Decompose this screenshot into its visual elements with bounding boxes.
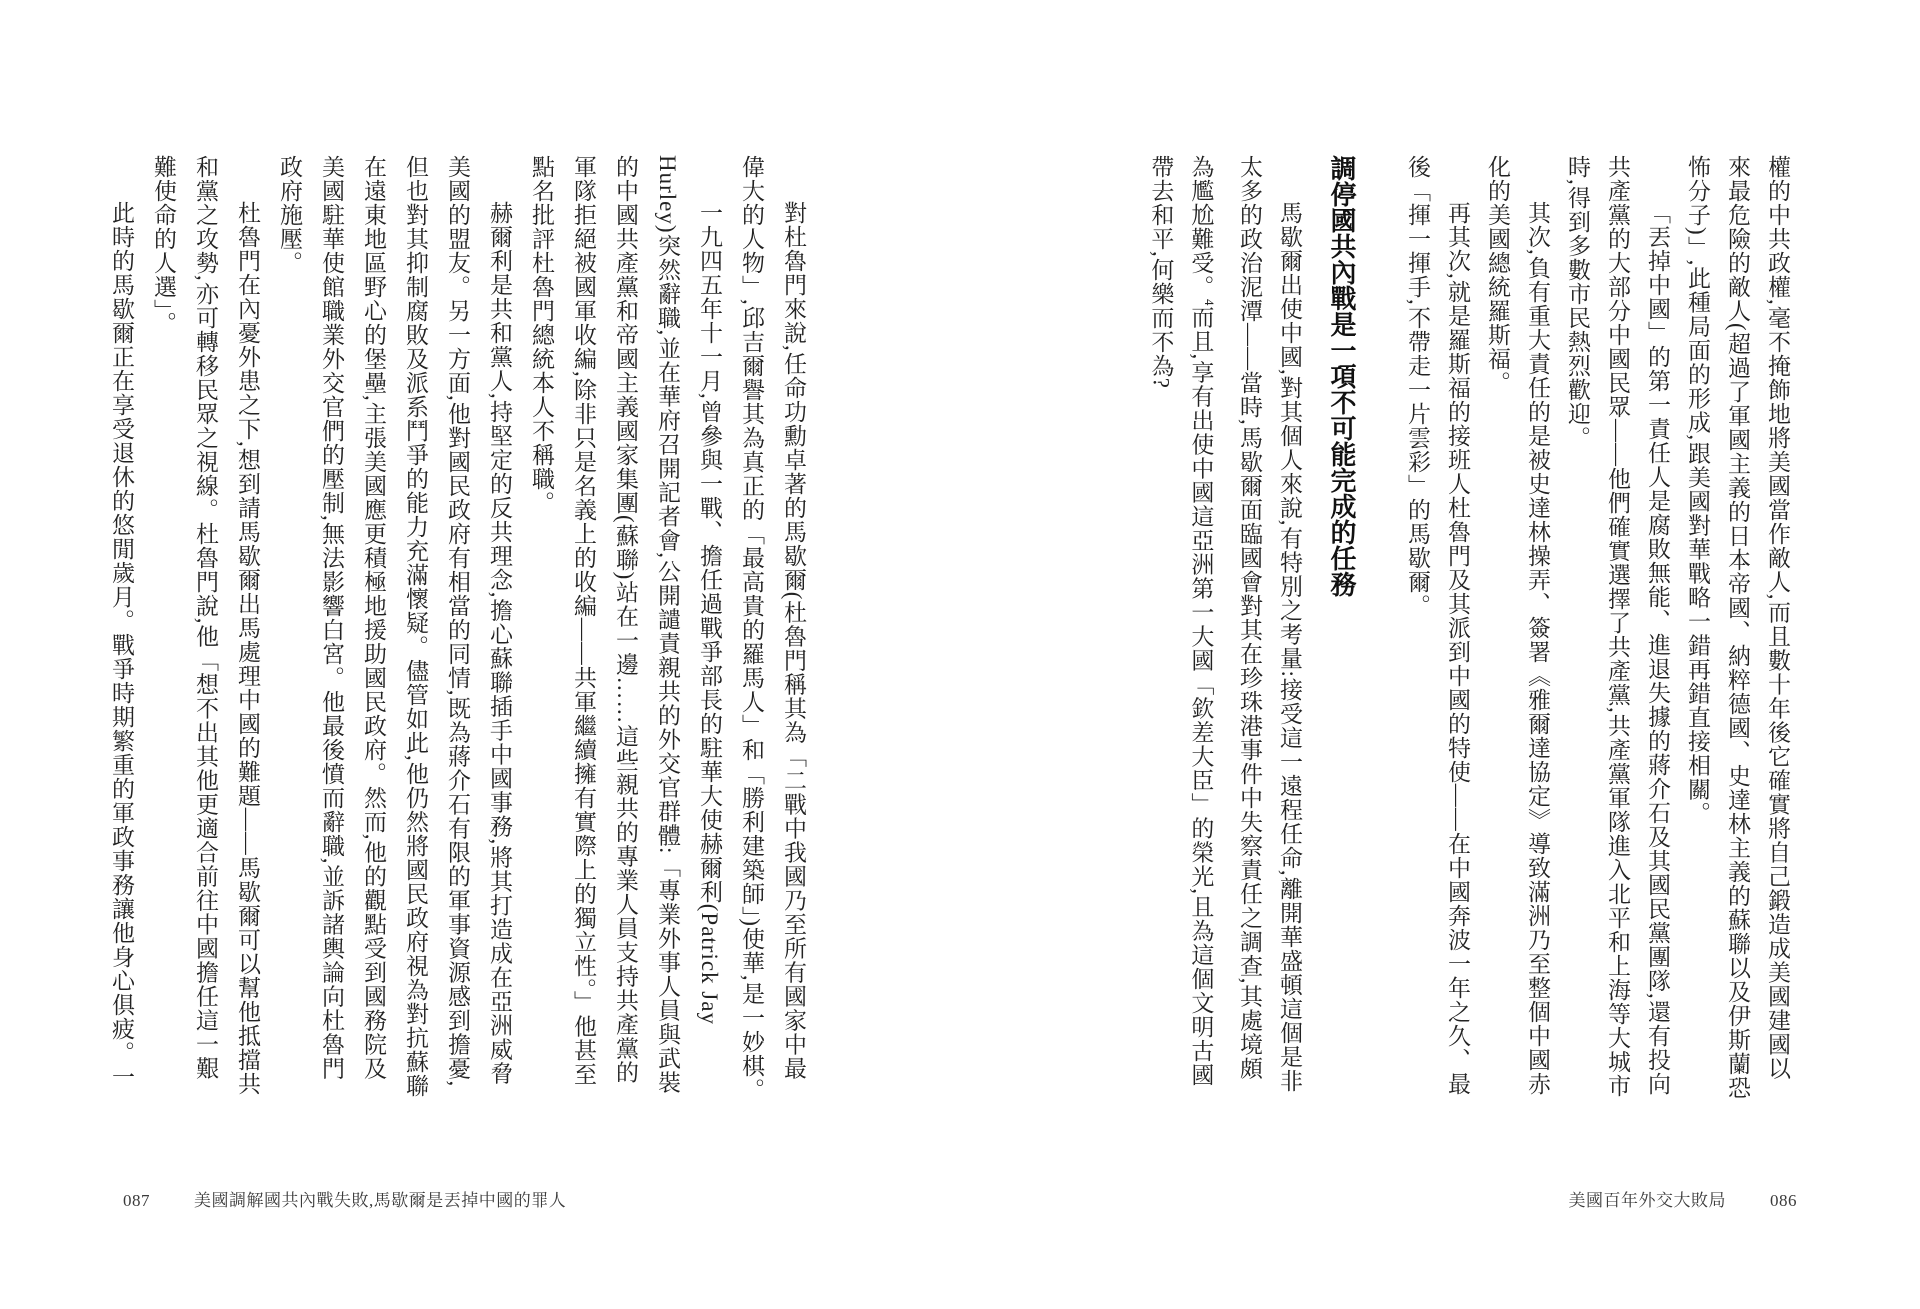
body-paragraph: 權的中共政權,毫不掩飾地將美國當作敵人,而且數十年後它確實將自己鍛造成美國建國以來最危險的敵人(超過了軍國主義的日本帝國、納粹德國、史達林主義的蘇聯以及伊斯蘭恐怖分子)」,此種局面的形成,跟美國對華戰略一錯再錯直接相關。 [1685,155,1790,1100]
body-paragraph: 「丟掉中國」的第一責任人是腐敗無能、進退失據的蔣介石及其國民黨團隊,還有投向共產黨的大部分中國民眾——他們確實選擇了共產黨,共產黨軍隊進入北平和上海等大城市時,得到多數市民熱烈歡迎。 [1565,155,1670,1098]
body-paragraph: 其次,負有重大責任的是被史達林操弄、簽署《雅爾達協定》導致滿洲乃至整個中國赤化的美國總統羅斯福。 [1485,155,1550,1096]
section-heading: 調停國共內戰是一項不可能完成的任務 [1327,155,1356,597]
right-page-footer [1569,1186,1798,1211]
left-page-footer [123,1186,566,1211]
left-page-body [100,155,814,1103]
body-paragraph: 一九四五年十一月,曾參與一戰、擔任過戰爭部長的駐華大使赫爾利(Patrick Jay Hurley)突然辭職,並在華府召開記者會,公開譴責親共的外交官群體:「專業外事人員與武裝的中國共產黨和帝國主義國家集團(蘇聯)站在一邊……這些親共的專業人員支持共產黨的軍隊拒絕被國軍收編,除非只是名義上的收編——共軍繼續擁有實際上的獨立性。」他甚至點名批評杜魯門總統本人不稱職。 [529,155,722,1095]
running-title: 美國調解國共內戰失敗,馬歇爾是丟掉中國的罪人 [194,1191,567,1210]
footnote-marker: 4 [1202,299,1217,306]
body-paragraph: 杜魯門在內憂外患之下,想到請馬歇爾出馬處理中國的難題——馬歇爾可以幫他抵擋共和黨之攻勢,亦可轉移民眾之視線。杜魯門說,他「想不出其他更適合前往中國擔任這一艱難使命的人選」。 [151,155,260,1096]
page-number: 086 [1770,1191,1797,1210]
paragraph-text: 馬歇爾出使中國,對其個人來說,有特別之考量:接受這一遠程任命,離開華盛頓這個是非太多的政治泥潭——當時,馬歇爾面臨國會對其在珍珠港事件中失察責任之調查,其處境頗為尷尬難受。 [1188,155,1302,1093]
body-paragraph: 此時的馬歇爾正在享受退休的悠閒歲月。戰爭時期繁重的軍政事務讓他身心俱疲。一 [109,201,134,1089]
page-number: 087 [123,1191,150,1210]
body-paragraph: 再其次,就是羅斯福的接班人杜魯門及其派到中國的特使——在中國奔波一年之久、最後「揮一揮手,不帶走一片雲彩」的馬歇爾。 [1405,155,1470,1096]
right-page-body [1140,155,1797,1103]
body-paragraph [1140,155,1309,1103]
running-title: 美國百年外交大敗局 [1568,1191,1726,1210]
paragraph-text: 而且,享有出使中國這亞洲第一大國「欽差大臣」的榮光,且為這個文明古國帶去和平,何樂而不為? [1148,155,1214,1087]
body-paragraph: 赫爾利是共和黨人,持堅定的反共理念,擔心蘇聯插手中國事務,將其打造成在亞洲威脅美國的盟友。另一方面,他對國民政府有相當的同情,既為蔣介石有限的軍事資源感到擔憂,但也對其抑制腐敗及派系鬥爭的能力充滿懷疑。儘管如此,他仍然將國民政府視為對抗蘇聯在遠東地區野心的堡壘,主張美國應更積極地援助國民政府。然而,他的觀點受到國務院及美國駐華使館職業外交官們的壓制,無法影響白宮。他最後憤而辭職,並訴諸輿論向杜魯門政府施壓。 [277,155,512,1098]
body-paragraph: 對杜魯門來說,任命功勳卓著的馬歇爾(杜魯門稱其為「二戰中我國乃至所有國家中最偉大的人物」,邱吉爾譽其為真正的「最高貴的羅馬人」和「勝利建築師」)使華,是一妙棋。 [739,155,806,1102]
